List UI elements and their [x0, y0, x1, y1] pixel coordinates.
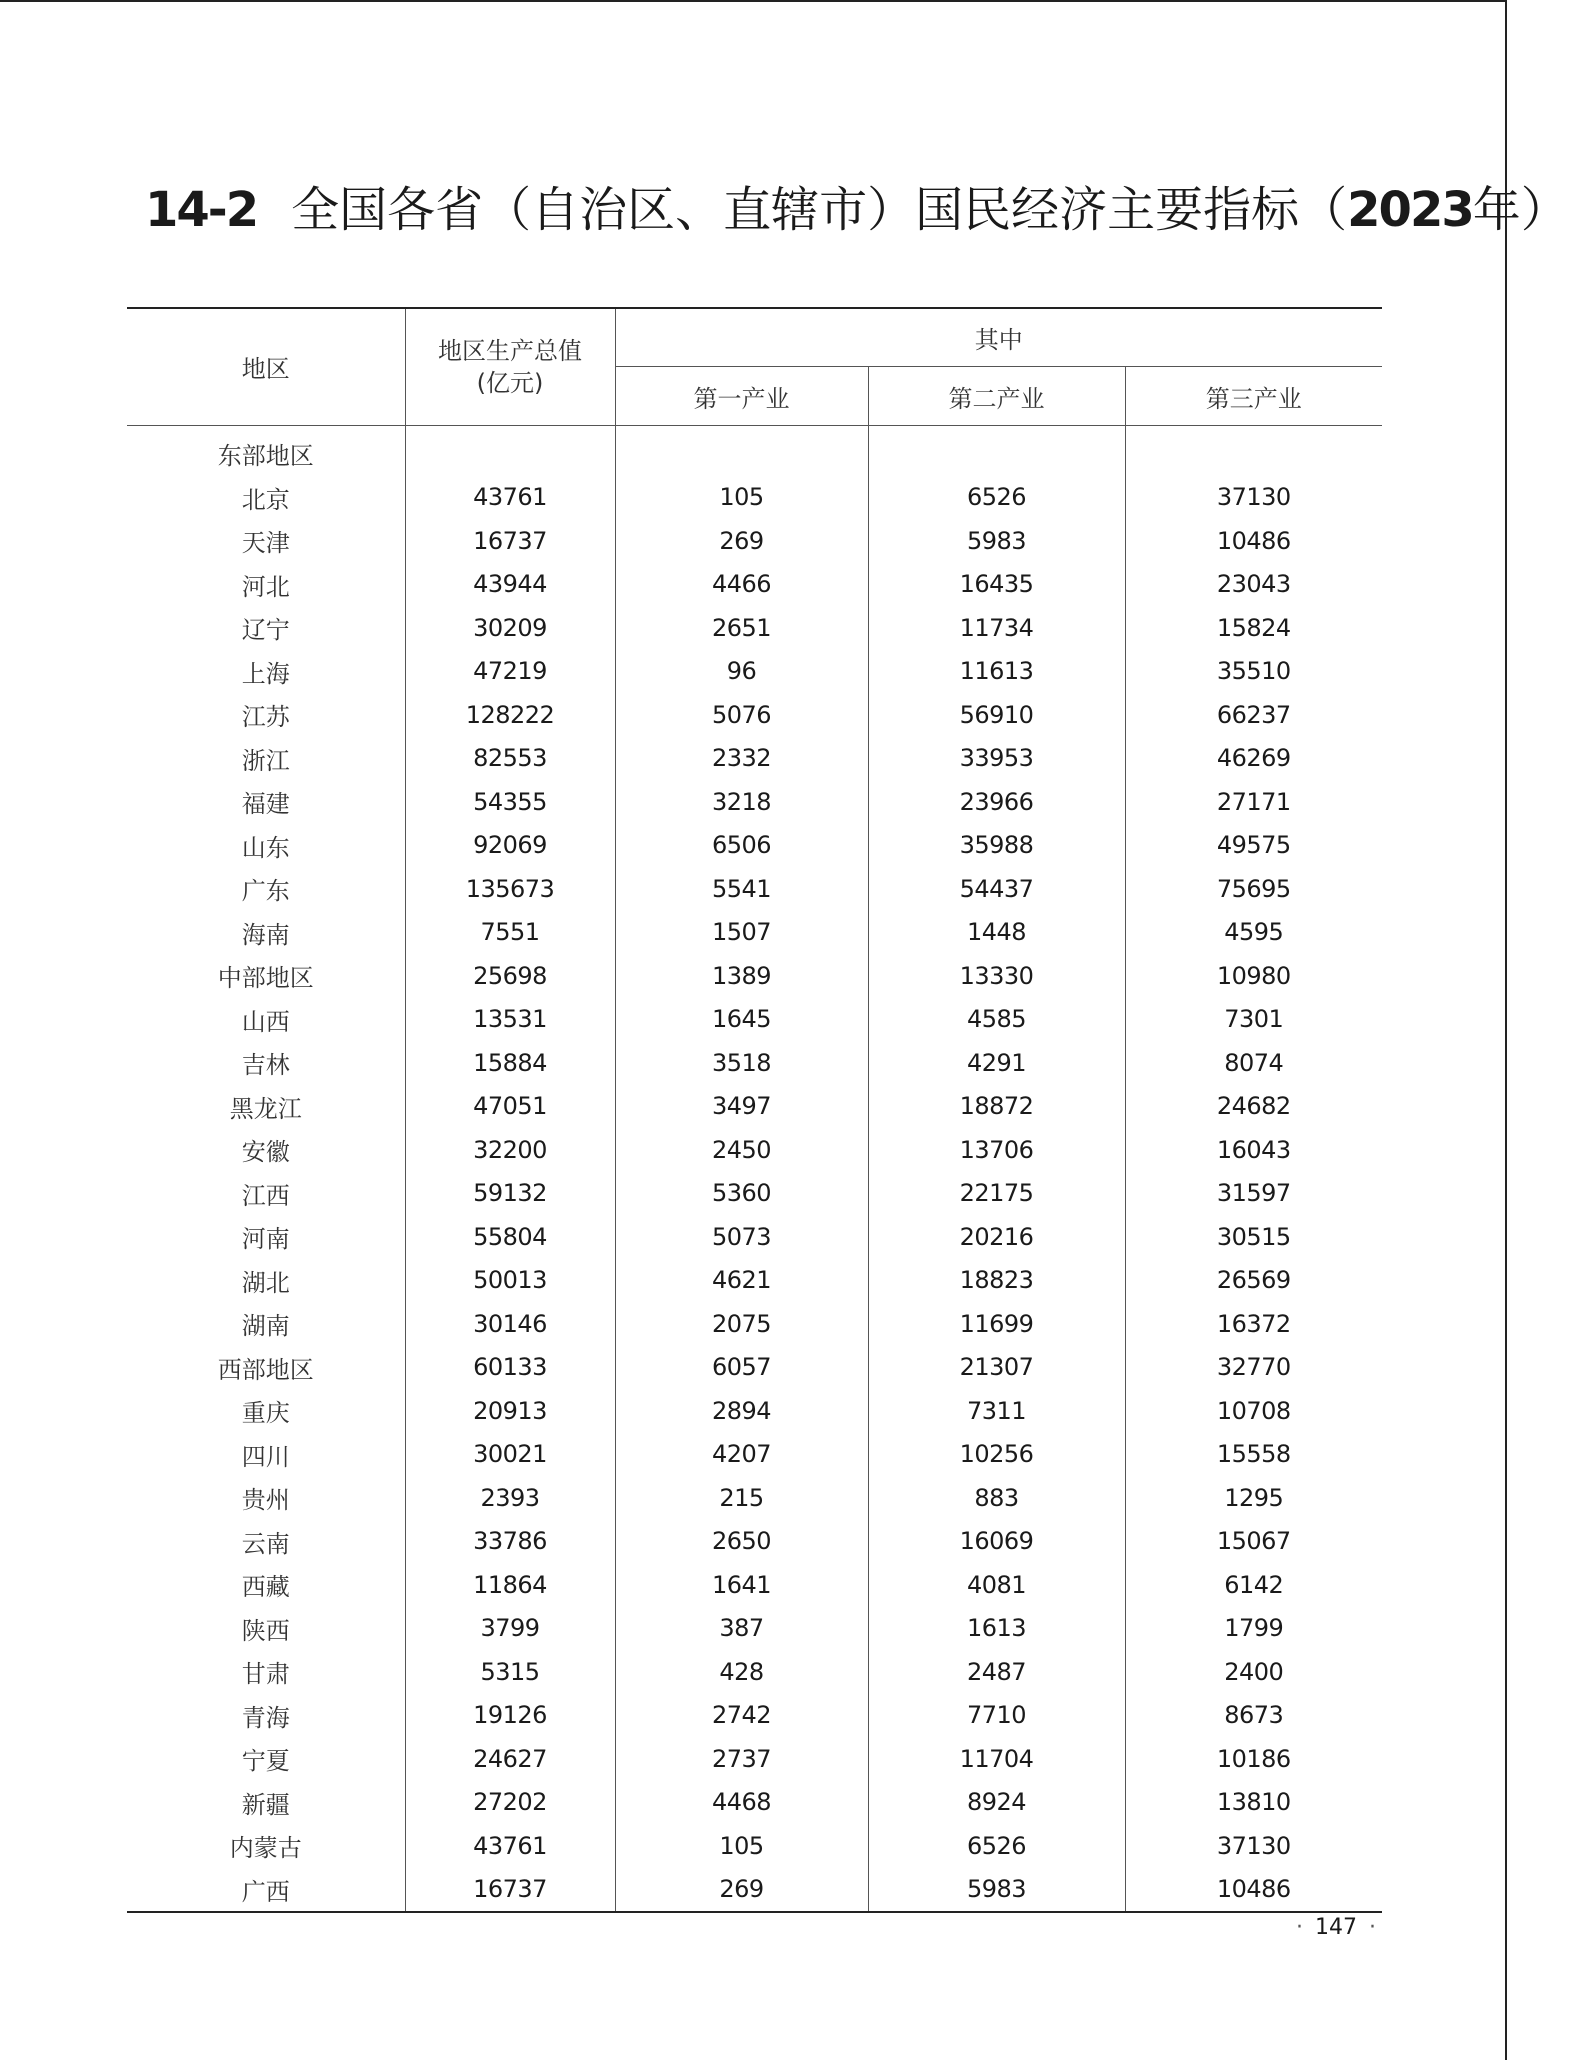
primary-cell: 1645 [615, 998, 868, 1042]
tertiary-cell: 32770 [1125, 1346, 1382, 1390]
tertiary-cell: 6142 [1125, 1563, 1382, 1607]
table-row [127, 1737, 1382, 1781]
tertiary-cell: 35510 [1125, 650, 1382, 694]
secondary-cell: 54437 [868, 867, 1125, 911]
secondary-cell: 7311 [868, 1389, 1125, 1433]
table-row [127, 780, 1382, 824]
region-name-cell: 北京 [241, 485, 290, 514]
gdp-cell: 20913 [405, 1389, 615, 1433]
page-number [1268, 1915, 1388, 1940]
secondary-cell: 11613 [868, 650, 1125, 694]
secondary-cell: 6526 [868, 476, 1125, 520]
primary-cell: 105 [615, 476, 868, 520]
region-name-cell: 贵州 [241, 1486, 290, 1515]
region-name-cell: 辽宁 [241, 616, 290, 645]
secondary-cell: 5983 [868, 519, 1125, 563]
primary-cell: 2650 [615, 1520, 868, 1564]
region-name-cell: 四川 [241, 1442, 290, 1471]
header-gdp-label: 地区生产总值 [438, 337, 582, 365]
gdp-cell: 30146 [405, 1302, 615, 1346]
table-row [127, 426, 1382, 476]
region-name-cell: 新疆 [241, 1790, 290, 1819]
table-row [127, 1563, 1382, 1607]
primary-cell: 4468 [615, 1781, 868, 1825]
gdp-cell: 92069 [405, 824, 615, 868]
primary-cell: 3518 [615, 1041, 868, 1085]
primary-cell: 96 [615, 650, 868, 694]
gdp-cell: 16737 [405, 519, 615, 563]
title-suffix: 年） [1472, 182, 1569, 238]
primary-cell: 5541 [615, 867, 868, 911]
primary-cell [615, 426, 868, 476]
table-row [127, 998, 1382, 1042]
table-row [127, 693, 1382, 737]
gdp-cell [405, 426, 615, 476]
tertiary-cell: 7301 [1125, 998, 1382, 1042]
secondary-cell: 16435 [868, 563, 1125, 607]
table-row [127, 1607, 1382, 1651]
region-name-cell: 海南 [241, 920, 290, 949]
gdp-cell: 19126 [405, 1694, 615, 1738]
secondary-cell: 33953 [868, 737, 1125, 781]
region-name-cell: 东部地区 [217, 442, 314, 471]
tertiary-cell: 26569 [1125, 1259, 1382, 1303]
primary-cell: 3497 [615, 1085, 868, 1129]
header-gdp [405, 308, 615, 426]
primary-cell: 2894 [615, 1389, 868, 1433]
table-row [127, 1650, 1382, 1694]
header-tertiary: 第三产业 [1125, 367, 1382, 426]
primary-cell: 2737 [615, 1737, 868, 1781]
gdp-cell: 33786 [405, 1520, 615, 1564]
tertiary-cell: 10980 [1125, 954, 1382, 998]
gdp-cell: 128222 [405, 693, 615, 737]
gdp-cell: 55804 [405, 1215, 615, 1259]
primary-cell: 4207 [615, 1433, 868, 1477]
indicators-table [127, 307, 1382, 1913]
tertiary-cell: 15067 [1125, 1520, 1382, 1564]
secondary-cell: 11734 [868, 606, 1125, 650]
table-row [127, 1433, 1382, 1477]
gdp-cell: 47051 [405, 1085, 615, 1129]
region-name-cell: 浙江 [241, 746, 290, 775]
region-name-cell: 福建 [241, 790, 290, 819]
secondary-cell: 18823 [868, 1259, 1125, 1303]
tertiary-cell: 27171 [1125, 780, 1382, 824]
secondary-cell: 11704 [868, 1737, 1125, 1781]
secondary-cell: 4585 [868, 998, 1125, 1042]
secondary-cell: 1613 [868, 1607, 1125, 1651]
tertiary-cell: 30515 [1125, 1215, 1382, 1259]
page-number-value: 147 [1315, 1915, 1357, 1940]
primary-cell: 2742 [615, 1694, 868, 1738]
page-dot-left: · [1296, 1915, 1303, 1940]
gdp-cell: 43761 [405, 1824, 615, 1868]
table-row [127, 606, 1382, 650]
region-name-cell: 天津 [241, 529, 290, 558]
tertiary-cell: 37130 [1125, 476, 1382, 520]
tertiary-cell: 16372 [1125, 1302, 1382, 1346]
tertiary-cell: 10708 [1125, 1389, 1382, 1433]
region-name-cell: 河南 [241, 1225, 290, 1254]
header-region: 地区 [127, 308, 405, 426]
primary-cell: 1389 [615, 954, 868, 998]
region-name-cell: 吉林 [241, 1051, 290, 1080]
secondary-cell: 5983 [868, 1868, 1125, 1913]
secondary-cell: 2487 [868, 1650, 1125, 1694]
region-name-cell: 安徽 [241, 1138, 290, 1167]
region-name-cell: 宁夏 [241, 1747, 290, 1776]
region-name-cell: 西部地区 [217, 1355, 314, 1384]
table-number: 14-2 [145, 182, 258, 238]
gdp-cell: 16737 [405, 1868, 615, 1913]
secondary-cell: 8924 [868, 1781, 1125, 1825]
secondary-cell: 4291 [868, 1041, 1125, 1085]
region-name-cell: 上海 [241, 659, 290, 688]
header-secondary: 第二产业 [868, 367, 1125, 426]
tertiary-cell: 2400 [1125, 1650, 1382, 1694]
region-name-cell: 云南 [241, 1529, 290, 1558]
table-row [127, 563, 1382, 607]
region-name-cell: 山东 [241, 833, 290, 862]
gdp-cell: 135673 [405, 867, 615, 911]
primary-cell: 1507 [615, 911, 868, 955]
tertiary-cell: 10186 [1125, 1737, 1382, 1781]
tertiary-cell: 31597 [1125, 1172, 1382, 1216]
primary-cell: 387 [615, 1607, 868, 1651]
region-name-cell: 山西 [241, 1007, 290, 1036]
primary-cell: 3218 [615, 780, 868, 824]
table-body [127, 426, 1382, 1913]
region-name-cell: 江西 [241, 1181, 290, 1210]
table-row [127, 1781, 1382, 1825]
tertiary-cell: 10486 [1125, 519, 1382, 563]
table-row [127, 1694, 1382, 1738]
tertiary-cell: 23043 [1125, 563, 1382, 607]
tertiary-cell: 10486 [1125, 1868, 1382, 1913]
tertiary-cell: 46269 [1125, 737, 1382, 781]
region-name-cell: 重庆 [241, 1399, 290, 1428]
table-row [127, 1824, 1382, 1868]
table-row [127, 1302, 1382, 1346]
secondary-cell: 11699 [868, 1302, 1125, 1346]
gdp-cell: 11864 [405, 1563, 615, 1607]
primary-cell: 269 [615, 519, 868, 563]
table-row [127, 1520, 1382, 1564]
secondary-cell: 22175 [868, 1172, 1125, 1216]
title-text: 全国各省（自治区、直辖市）国民经济主要指标（ [291, 182, 1348, 238]
table-row [127, 867, 1382, 911]
secondary-cell: 20216 [868, 1215, 1125, 1259]
primary-cell: 2332 [615, 737, 868, 781]
table-row [127, 1085, 1382, 1129]
header-of-which: 其中 [615, 308, 1382, 367]
primary-cell: 5076 [615, 693, 868, 737]
table-row [127, 650, 1382, 694]
gdp-cell: 24627 [405, 1737, 615, 1781]
gdp-cell: 27202 [405, 1781, 615, 1825]
region-name-cell: 江苏 [241, 703, 290, 732]
secondary-cell: 13706 [868, 1128, 1125, 1172]
secondary-cell [868, 426, 1125, 476]
primary-cell: 2075 [615, 1302, 868, 1346]
table-row [127, 1868, 1382, 1913]
gdp-cell: 15884 [405, 1041, 615, 1085]
tertiary-cell: 13810 [1125, 1781, 1382, 1825]
table-row [127, 1476, 1382, 1520]
gdp-cell: 5315 [405, 1650, 615, 1694]
region-name-cell: 西藏 [241, 1573, 290, 1602]
gdp-cell: 2393 [405, 1476, 615, 1520]
secondary-cell: 16069 [868, 1520, 1125, 1564]
region-name-cell: 甘肃 [241, 1660, 290, 1689]
gdp-cell: 25698 [405, 954, 615, 998]
secondary-cell: 7710 [868, 1694, 1125, 1738]
gdp-cell: 43944 [405, 563, 615, 607]
primary-cell: 6506 [615, 824, 868, 868]
gdp-cell: 59132 [405, 1172, 615, 1216]
tertiary-cell: 8673 [1125, 1694, 1382, 1738]
tertiary-cell: 66237 [1125, 693, 1382, 737]
secondary-cell: 21307 [868, 1346, 1125, 1390]
secondary-cell: 18872 [868, 1085, 1125, 1129]
page-dot-right: · [1369, 1915, 1376, 1940]
gdp-cell: 3799 [405, 1607, 615, 1651]
tertiary-cell: 49575 [1125, 824, 1382, 868]
table-row [127, 737, 1382, 781]
primary-cell: 2450 [615, 1128, 868, 1172]
gdp-cell: 47219 [405, 650, 615, 694]
secondary-cell: 13330 [868, 954, 1125, 998]
region-name-cell: 湖北 [241, 1268, 290, 1297]
primary-cell: 2651 [615, 606, 868, 650]
secondary-cell: 10256 [868, 1433, 1125, 1477]
tertiary-cell: 16043 [1125, 1128, 1382, 1172]
tertiary-cell: 37130 [1125, 1824, 1382, 1868]
table-row [127, 1215, 1382, 1259]
table-row [127, 824, 1382, 868]
region-name-cell: 湖南 [241, 1312, 290, 1341]
tertiary-cell: 15824 [1125, 606, 1382, 650]
tertiary-cell: 75695 [1125, 867, 1382, 911]
primary-cell: 6057 [615, 1346, 868, 1390]
page-title [145, 178, 1569, 242]
secondary-cell: 56910 [868, 693, 1125, 737]
tertiary-cell [1125, 426, 1382, 476]
primary-cell: 5360 [615, 1172, 868, 1216]
primary-cell: 1641 [615, 1563, 868, 1607]
table-row [127, 954, 1382, 998]
gdp-cell: 43761 [405, 476, 615, 520]
table-row [127, 1346, 1382, 1390]
secondary-cell: 4081 [868, 1563, 1125, 1607]
gdp-cell: 30021 [405, 1433, 615, 1477]
tertiary-cell: 24682 [1125, 1085, 1382, 1129]
primary-cell: 215 [615, 1476, 868, 1520]
table-row [127, 1041, 1382, 1085]
table-row [127, 1389, 1382, 1433]
table-row [127, 1128, 1382, 1172]
secondary-cell: 35988 [868, 824, 1125, 868]
region-name-cell: 河北 [241, 572, 290, 601]
header-gdp-unit: (亿元) [476, 369, 544, 397]
gdp-cell: 54355 [405, 780, 615, 824]
table-row [127, 1172, 1382, 1216]
gdp-cell: 7551 [405, 911, 615, 955]
tertiary-cell: 15558 [1125, 1433, 1382, 1477]
tertiary-cell: 8074 [1125, 1041, 1382, 1085]
region-name-cell: 广东 [241, 877, 290, 906]
primary-cell: 105 [615, 1824, 868, 1868]
region-name-cell: 陕西 [241, 1616, 290, 1645]
region-name-cell: 黑龙江 [229, 1094, 302, 1123]
tertiary-cell: 1295 [1125, 1476, 1382, 1520]
gdp-cell: 60133 [405, 1346, 615, 1390]
primary-cell: 5073 [615, 1215, 868, 1259]
primary-cell: 269 [615, 1868, 868, 1913]
secondary-cell: 1448 [868, 911, 1125, 955]
region-name-cell: 内蒙古 [229, 1834, 302, 1863]
region-name-cell: 青海 [241, 1703, 290, 1732]
secondary-cell: 23966 [868, 780, 1125, 824]
gdp-cell: 82553 [405, 737, 615, 781]
table-row [127, 1259, 1382, 1303]
primary-cell: 428 [615, 1650, 868, 1694]
tertiary-cell: 1799 [1125, 1607, 1382, 1651]
primary-cell: 4466 [615, 563, 868, 607]
secondary-cell: 6526 [868, 1824, 1125, 1868]
gdp-cell: 13531 [405, 998, 615, 1042]
primary-cell: 4621 [615, 1259, 868, 1303]
title-year: 2023 [1347, 182, 1473, 238]
gdp-cell: 32200 [405, 1128, 615, 1172]
region-name-cell: 广西 [127, 1868, 405, 1913]
table-row [127, 911, 1382, 955]
gdp-cell: 50013 [405, 1259, 615, 1303]
table-row [127, 519, 1382, 563]
table-row [127, 476, 1382, 520]
region-name-cell: 中部地区 [217, 964, 314, 993]
secondary-cell: 883 [868, 1476, 1125, 1520]
gdp-cell: 30209 [405, 606, 615, 650]
tertiary-cell: 4595 [1125, 911, 1382, 955]
header-primary: 第一产业 [615, 367, 868, 426]
